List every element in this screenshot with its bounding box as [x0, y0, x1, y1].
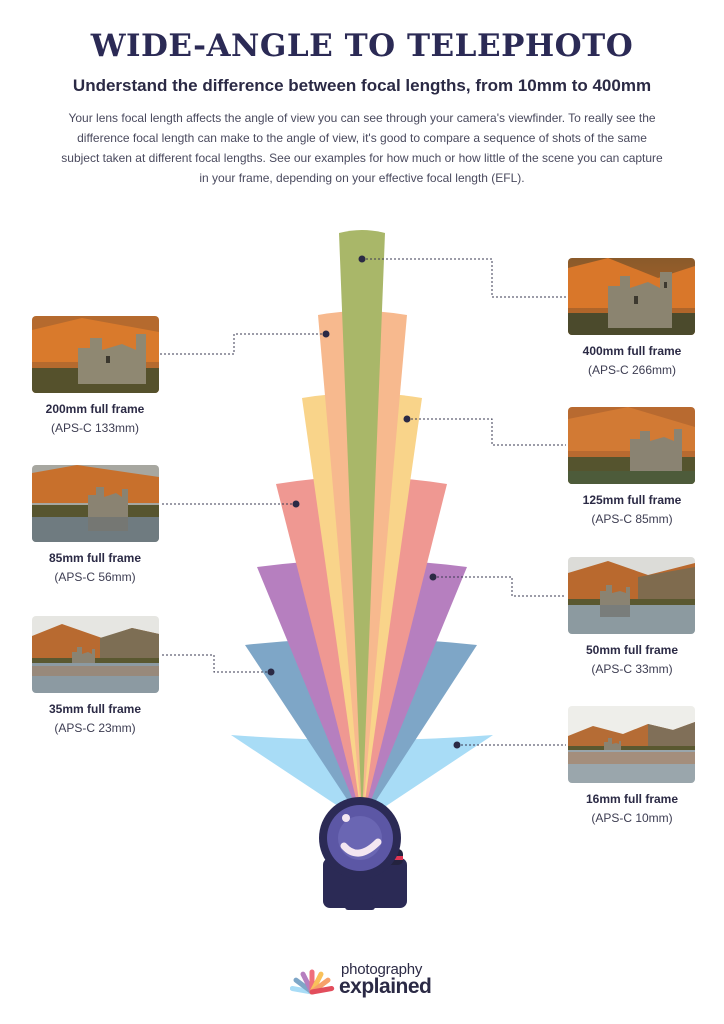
photo-200mm	[32, 316, 159, 393]
angle-of-view-beams	[231, 230, 493, 822]
apsc-label-400mm: (APS-C 266mm)	[587, 363, 676, 377]
photo-85mm	[32, 465, 159, 542]
focal-label-400mm: 400mm full frame	[582, 344, 682, 358]
brand-fan-icon	[290, 958, 336, 998]
apsc-label-125mm: (APS-C 85mm)	[591, 512, 673, 526]
apsc-label-85mm: (APS-C 56mm)	[54, 570, 136, 584]
photo-50mm	[568, 557, 695, 634]
brand-name-bottom: explained	[339, 975, 432, 998]
caption-85mm	[20, 549, 170, 587]
focal-label-85mm: 85mm full frame	[48, 551, 142, 565]
focal-label-50mm: 50mm full frame	[585, 643, 679, 657]
castle-photo-50mm	[568, 557, 695, 634]
marker-dot-400mm	[359, 256, 366, 263]
caption-50mm	[557, 641, 707, 679]
marker-dot-16mm	[454, 742, 461, 749]
camera-icon	[319, 797, 407, 910]
connector-400mm	[362, 259, 566, 297]
marker-dot-200mm	[323, 331, 330, 338]
focal-label-200mm: 200mm full frame	[45, 402, 145, 416]
photo-35mm	[32, 616, 159, 693]
castle-photo-85mm	[32, 465, 159, 542]
castle-photo-400mm	[568, 258, 695, 335]
focal-label-35mm: 35mm full frame	[48, 702, 142, 716]
page-subtitle: Understand the difference between focal lengths, from 10mm to 400mm	[72, 76, 652, 95]
photo-125mm	[568, 407, 695, 484]
caption-200mm	[20, 400, 170, 438]
caption-16mm	[557, 790, 707, 828]
castle-photo-16mm	[568, 706, 695, 783]
focal-label-16mm: 16mm full frame	[585, 792, 679, 806]
brand-fan-ray	[312, 989, 332, 993]
apsc-label-35mm: (APS-C 23mm)	[54, 721, 136, 735]
caption-35mm	[20, 700, 170, 738]
caption-400mm	[557, 342, 707, 380]
apsc-label-200mm: (APS-C 133mm)	[50, 421, 139, 435]
castle-photo-125mm	[568, 407, 695, 484]
apsc-label-50mm: (APS-C 33mm)	[591, 662, 673, 676]
intro-paragraph: Your lens focal length affects the angle of view you can see through your camera's viewfinder. To really see the difference focal length can make to the angle of view, it's good to compare a sequence of shots of the same subject taken at different focal lengths. See our examples for how much or how little of the scene you can capture in your frame, depending on your effective focal length (EFL).	[61, 111, 663, 185]
marker-dot-125mm	[404, 416, 411, 423]
brand-name-top: photography	[341, 961, 423, 978]
apsc-label-16mm: (APS-C 10mm)	[591, 811, 673, 825]
photo-400mm	[568, 258, 695, 335]
focal-label-125mm: 125mm full frame	[582, 493, 682, 507]
page-title: WIDE-ANGLE TO TELEPHOTO	[90, 28, 634, 64]
connector-125mm	[407, 419, 566, 445]
marker-dot-50mm	[430, 574, 437, 581]
caption-125mm	[557, 491, 707, 529]
castle-photo-200mm	[32, 316, 159, 393]
marker-dot-35mm	[268, 669, 275, 676]
brand-logo	[290, 958, 440, 998]
connector-200mm	[160, 334, 326, 354]
photo-16mm	[568, 706, 695, 783]
marker-dot-85mm	[293, 501, 300, 508]
castle-photo-35mm	[32, 616, 159, 693]
